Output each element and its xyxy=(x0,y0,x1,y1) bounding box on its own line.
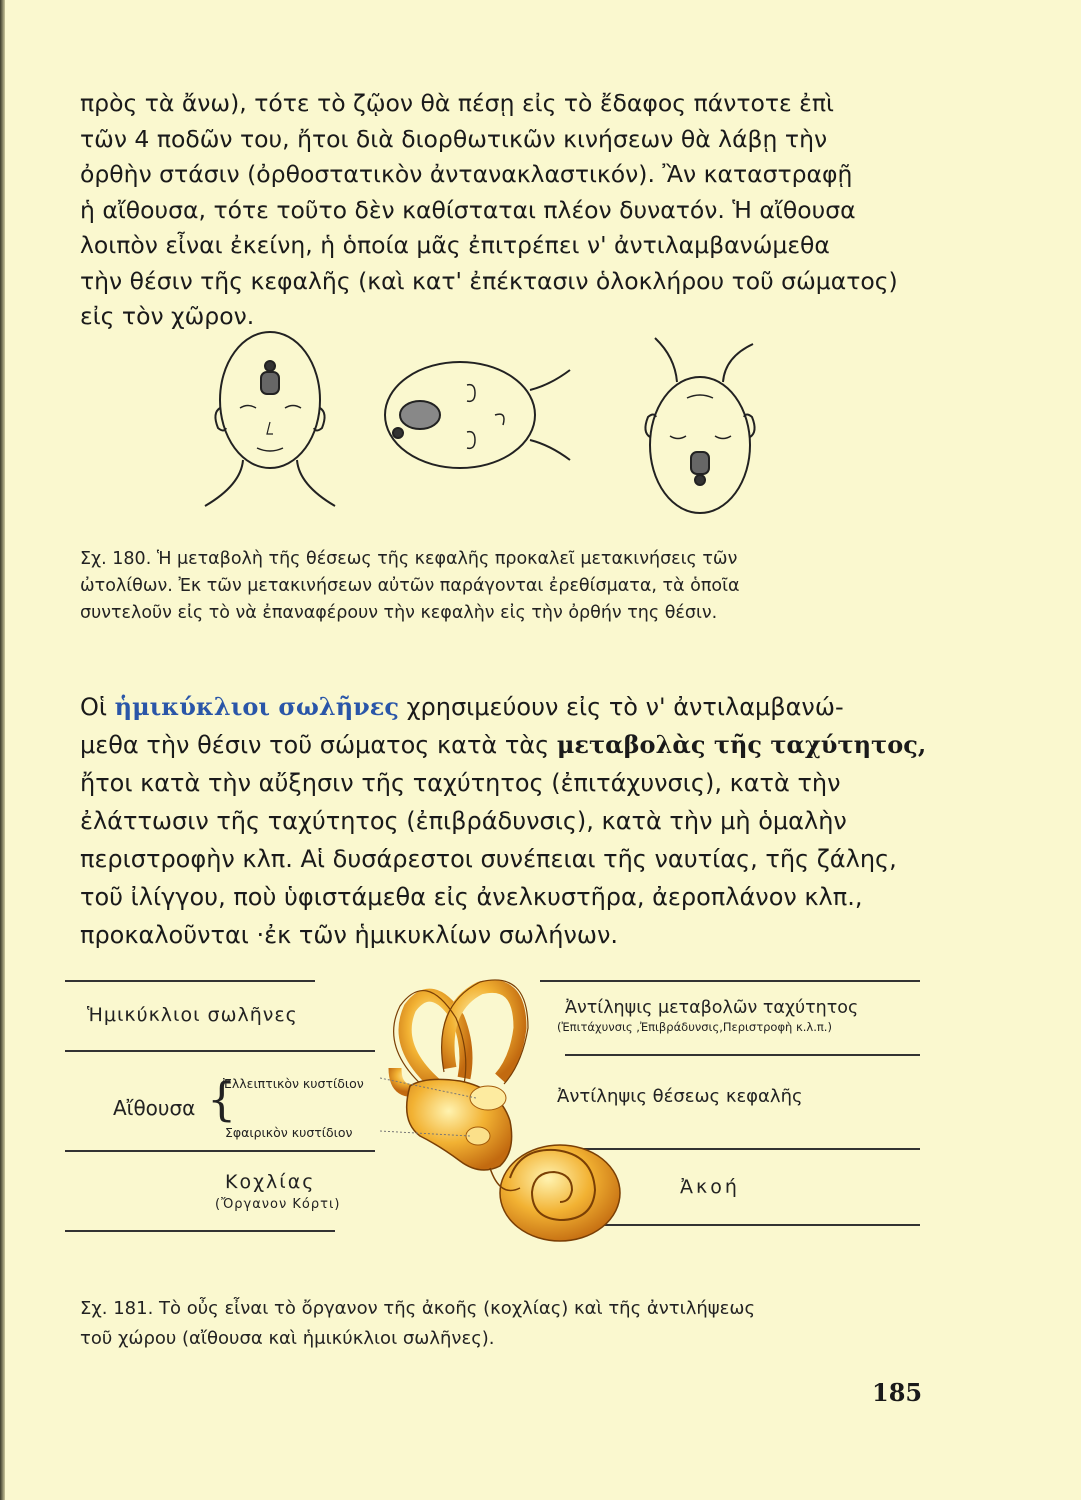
head-tilted-drawing xyxy=(385,362,570,468)
paragraph-semicircular-canals xyxy=(80,688,955,954)
label-acceleration-perception: Ἀντίληψις μεταβολῶν ταχύτητος xyxy=(565,998,859,1018)
text-line: λοιπὸν εἶναι ἐκείνη, ἡ ὁποία μᾶς ἐπιτρέπει ν' ἀντιλαμβανώμεθα xyxy=(80,231,830,259)
label-semicircular-canals: Ἡμικύκλιοι σωλῆνες xyxy=(87,1004,298,1026)
inner-ear-illustration xyxy=(380,968,630,1248)
text-line: προκαλοῦνται ·ἐκ τῶν ἡμικυκλίων σωλήνων. xyxy=(80,921,618,949)
caption-line: τοῦ χώρου (αἴθουσα καὶ ἡμικύκλιοι σωλῆνες). xyxy=(80,1328,495,1349)
caption-line: Σχ. 180. Ἡ μεταβολὴ τῆς θέσεως τῆς κεφαλῆς προκαλεῖ μετακινήσεις τῶν xyxy=(80,549,738,569)
figure-180-head-positions xyxy=(195,330,795,530)
text-line: περιστροφὴν κλπ. Αἱ δυσάρεστοι συνέπειαι τῆς ναυτίας, τῆς ζάλης, xyxy=(80,845,897,873)
divider-rule xyxy=(65,1050,375,1052)
page-spine-shadow xyxy=(0,0,5,1500)
text-line xyxy=(80,688,955,726)
figure-181-inner-ear xyxy=(65,968,925,1253)
text-line xyxy=(80,726,955,764)
text-line: εἰς τὸν χῶρον. xyxy=(80,302,255,330)
caption-line: Σχ. 181. Τὸ οὖς εἶναι τὸ ὄργανον τῆς ἀκοῆς (κοχλίας) καὶ τῆς ἀντιλήψεως xyxy=(80,1298,756,1319)
bold-term: μεταβολὰς τῆς ταχύτητος, xyxy=(556,730,927,759)
label-acceleration-examples: (Ἐπιτάχυνσις ,Ἐπιβράδυνσις,Περιστροφὴ κ.λ.π.) xyxy=(557,1020,832,1034)
page-number: 185 xyxy=(872,1378,923,1407)
divider-rule xyxy=(65,1230,335,1232)
label-utricle: Ἐλλειπτικὸν κυστίδιον xyxy=(223,1076,364,1091)
text-fragment: χρησιμεύουν εἰς τὸ ν' ἀντιλαμβανώ- xyxy=(399,693,844,721)
text-fragment: Οἱ xyxy=(80,693,115,721)
text-line: ὀρθὴν στάσιν (ὀρθοστατικὸν ἀντανακλαστικόν). Ἂν καταστραφῇ xyxy=(80,160,853,188)
brace: { xyxy=(207,1072,237,1126)
text-line: τοῦ ἰλίγγου, ποὺ ὑφιστάμεθα εἰς ἀνελκυστῆρα, ἀεροπλάνον κλπ., xyxy=(80,883,863,911)
figure-180-caption xyxy=(80,546,950,627)
caption-line: ὠτολίθων. Ἐκ τῶν μετακινήσεων αὐτῶν παράγονται ἐρεθίσματα, τὰ ὁποῖα xyxy=(80,576,740,596)
text-line: πρὸς τὰ ἄνω), τότε τὸ ζῷον θὰ πέσῃ εἰς τὸ ἔδαφος πάντοτε ἐπὶ xyxy=(80,89,834,117)
text-line: τῶν 4 ποδῶν του, ἤτοι διὰ διορθωτικῶν κινήσεων θὰ λάβῃ τὴν xyxy=(80,124,828,153)
text-line: ἤτοι κατὰ τὴν αὔξησιν τῆς ταχύτητος (ἐπιτάχυνσις), κατὰ τὴν xyxy=(80,769,841,797)
text-fragment: μεθα τὴν θέσιν τοῦ σώματος κατὰ τὰς xyxy=(80,731,557,759)
label-saccule: Σφαιρικὸν κυστίδιον xyxy=(225,1125,353,1140)
caption-line: συντελοῦν εἰς τὸ νὰ ἐπαναφέρουν τὴν κεφαλὴν εἰς τὴν ὀρθήν της θέσιν. xyxy=(80,603,718,623)
semicircular-canals-shape xyxy=(395,986,520,1090)
label-hearing: Ἀκοή xyxy=(680,1176,740,1198)
text-line: ἐλάττωσιν τῆς ταχύτητος (ἐπιβράδυνσις), κατὰ τὴν μὴ ὁμαλὴν xyxy=(80,807,847,835)
divider-rule xyxy=(65,1150,375,1152)
head-inverted-drawing xyxy=(645,338,754,513)
label-cochlea: Κοχλίας xyxy=(225,1171,316,1193)
figure-181-caption xyxy=(80,1294,950,1354)
label-head-position-perception: Ἀντίληψις θέσεως κεφαλῆς xyxy=(557,1086,803,1107)
text-line: τὴν θέσιν τῆς κεφαλῆς (καὶ κατ' ἐπέκτασιν ὁλοκλήρου τοῦ σώματος) xyxy=(80,266,898,295)
paragraph-orthostatic-reflex xyxy=(80,86,950,335)
label-vestibule: Αἴθουσα xyxy=(113,1096,196,1120)
divider-rule xyxy=(65,980,315,982)
highlighted-term: ἡμικύκλιοι σωλῆνες xyxy=(114,692,399,721)
label-organ-of-corti: (Ὄργανον Κόρτι) xyxy=(215,1197,341,1212)
head-upright-drawing xyxy=(205,332,335,506)
text-line: ἡ αἴθουσα, τότε τοῦτο δὲν καθίσταται πλέον δυνατόν. Ἡ αἴθουσα xyxy=(80,195,856,224)
cochlea-shape xyxy=(490,1145,620,1241)
